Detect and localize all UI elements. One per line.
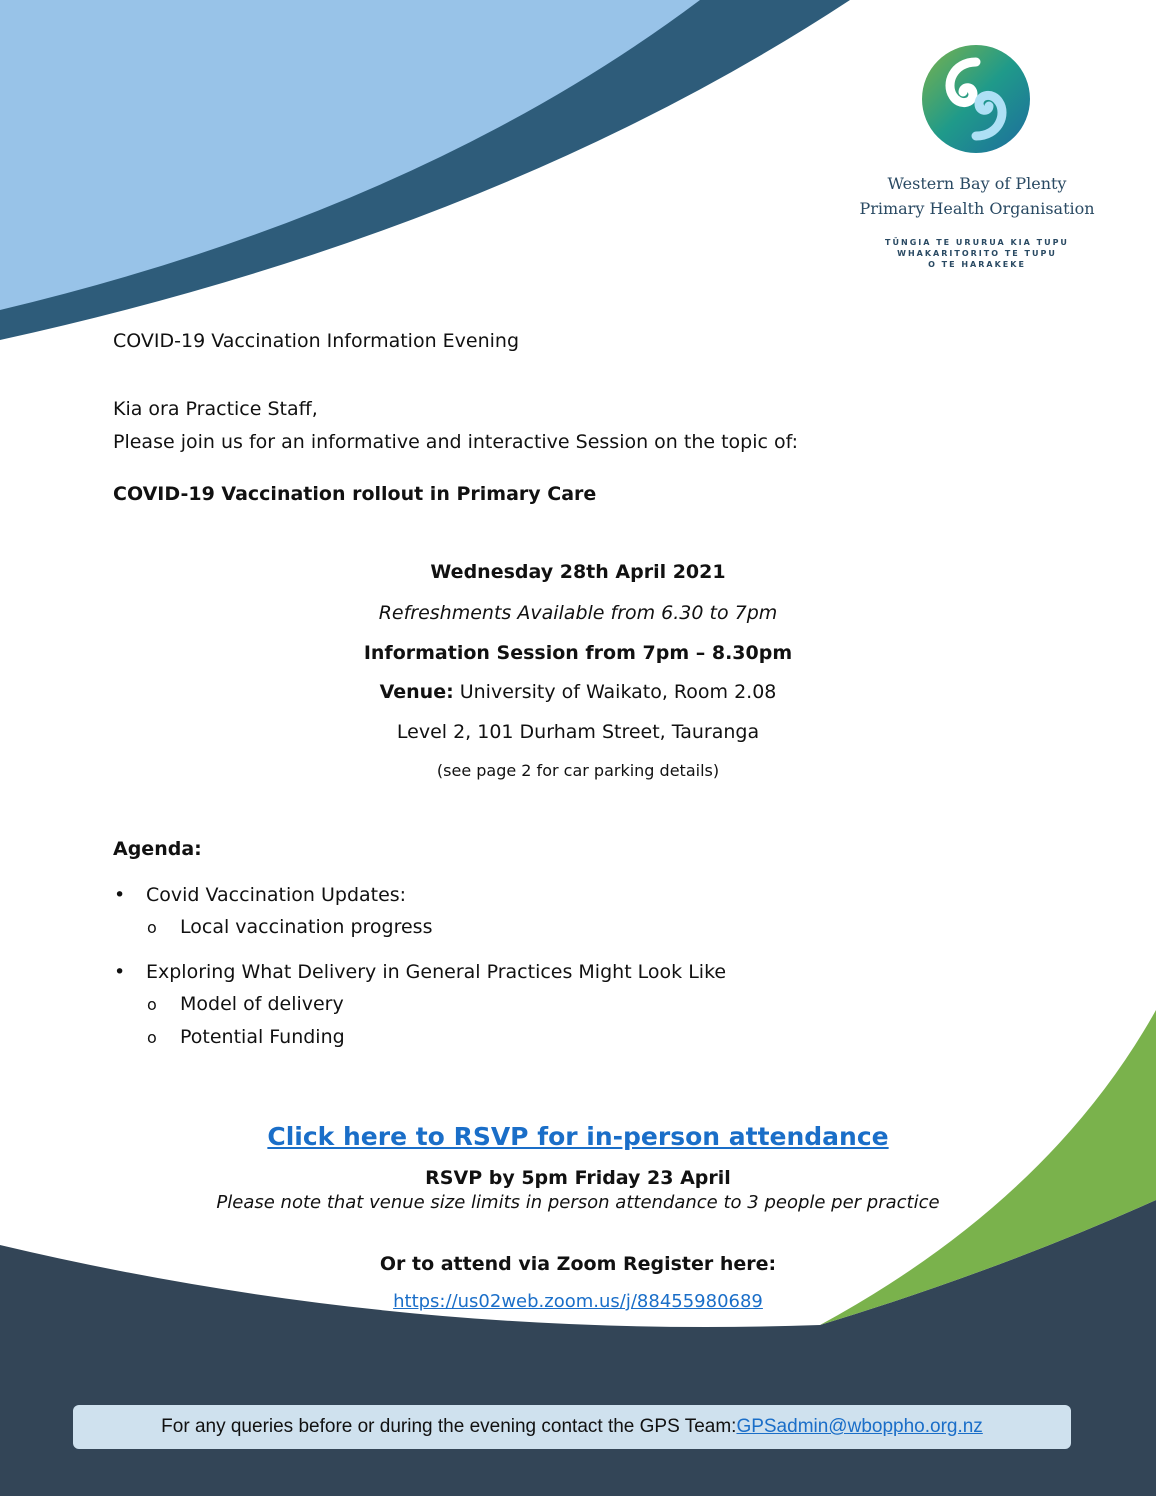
agenda-subitem: Model of delivery [180,993,344,1015]
logo-tag-line3: O TE HARAKEKE [928,260,1026,269]
rsvp-deadline: RSVP by 5pm Friday 23 April [425,1167,731,1189]
event-date: Wednesday 28th April 2021 [430,561,726,583]
intro-text: Please join us for an informative and interactive Session on the topic of: [113,431,799,453]
event-session: Information Session from 7pm – 8.30pm [363,642,793,664]
footer-text: For any queries before or during the evening contact the GPS Team: [161,1416,737,1437]
topic-heading: COVID-19 Vaccination rollout in Primary Care [113,483,597,505]
top-light-swoosh [0,0,700,310]
agenda-item: Exploring What Delivery in General Practices Might Look Like [146,961,727,983]
bullet-circle-icon: o [147,995,157,1014]
bullet-dot-icon: • [114,884,126,906]
event-address: Level 2, 101 Durham Street, Tauranga [396,721,760,743]
footer-contact-box [73,1405,1071,1449]
rsvp-link[interactable]: Click here to RSVP for in-person attendance [267,1122,889,1151]
logo-tagline [856,237,1098,270]
logo-org-line2: Primary Health Organisation [859,199,1095,218]
logo-tag-line1: TŪNGIA TE URURUA KIA TUPU [885,238,1069,247]
bullet-circle-icon: o [147,918,157,937]
event-venue [0,680,1156,704]
bullet-dot-icon: • [114,961,126,983]
zoom-link-row [0,1290,1156,1314]
agenda-item: Covid Vaccination Updates: [146,884,407,906]
document-title: COVID-19 Vaccination Information Evening [113,330,520,352]
event-refreshments: Refreshments Available from 6.30 to 7pm [378,602,778,624]
agenda-subitem: Local vaccination progress [180,916,433,938]
rsvp-note: Please note that venue size limits in person attendance to 3 people per practice [216,1192,940,1213]
venue-label: Venue: [379,681,454,703]
agenda-subitem: Potential Funding [180,1026,345,1048]
zoom-heading: Or to attend via Zoom Register here: [379,1253,777,1275]
bullet-circle-icon: o [147,1028,157,1047]
venue-value: University of Waikato, Room 2.08 [459,681,777,703]
agenda-heading: Agenda: [113,838,202,860]
greeting: Kia ora Practice Staff, [113,398,318,420]
logo-org-line1: Western Bay of Plenty [887,174,1067,193]
zoom-link[interactable]: https://us02web.zoom.us/j/88455980689 [393,1291,763,1312]
koru-icon [921,44,1031,154]
footer-email-link[interactable]: GPSadmin@wboppho.org.nz [736,1416,983,1437]
logo-tag-line2: WHAKARITORITO TE TUPU [897,249,1057,258]
parking-note: (see page 2 for car parking details) [436,761,720,780]
logo-org-name [836,171,1118,221]
rsvp-link-row [0,1121,1156,1153]
